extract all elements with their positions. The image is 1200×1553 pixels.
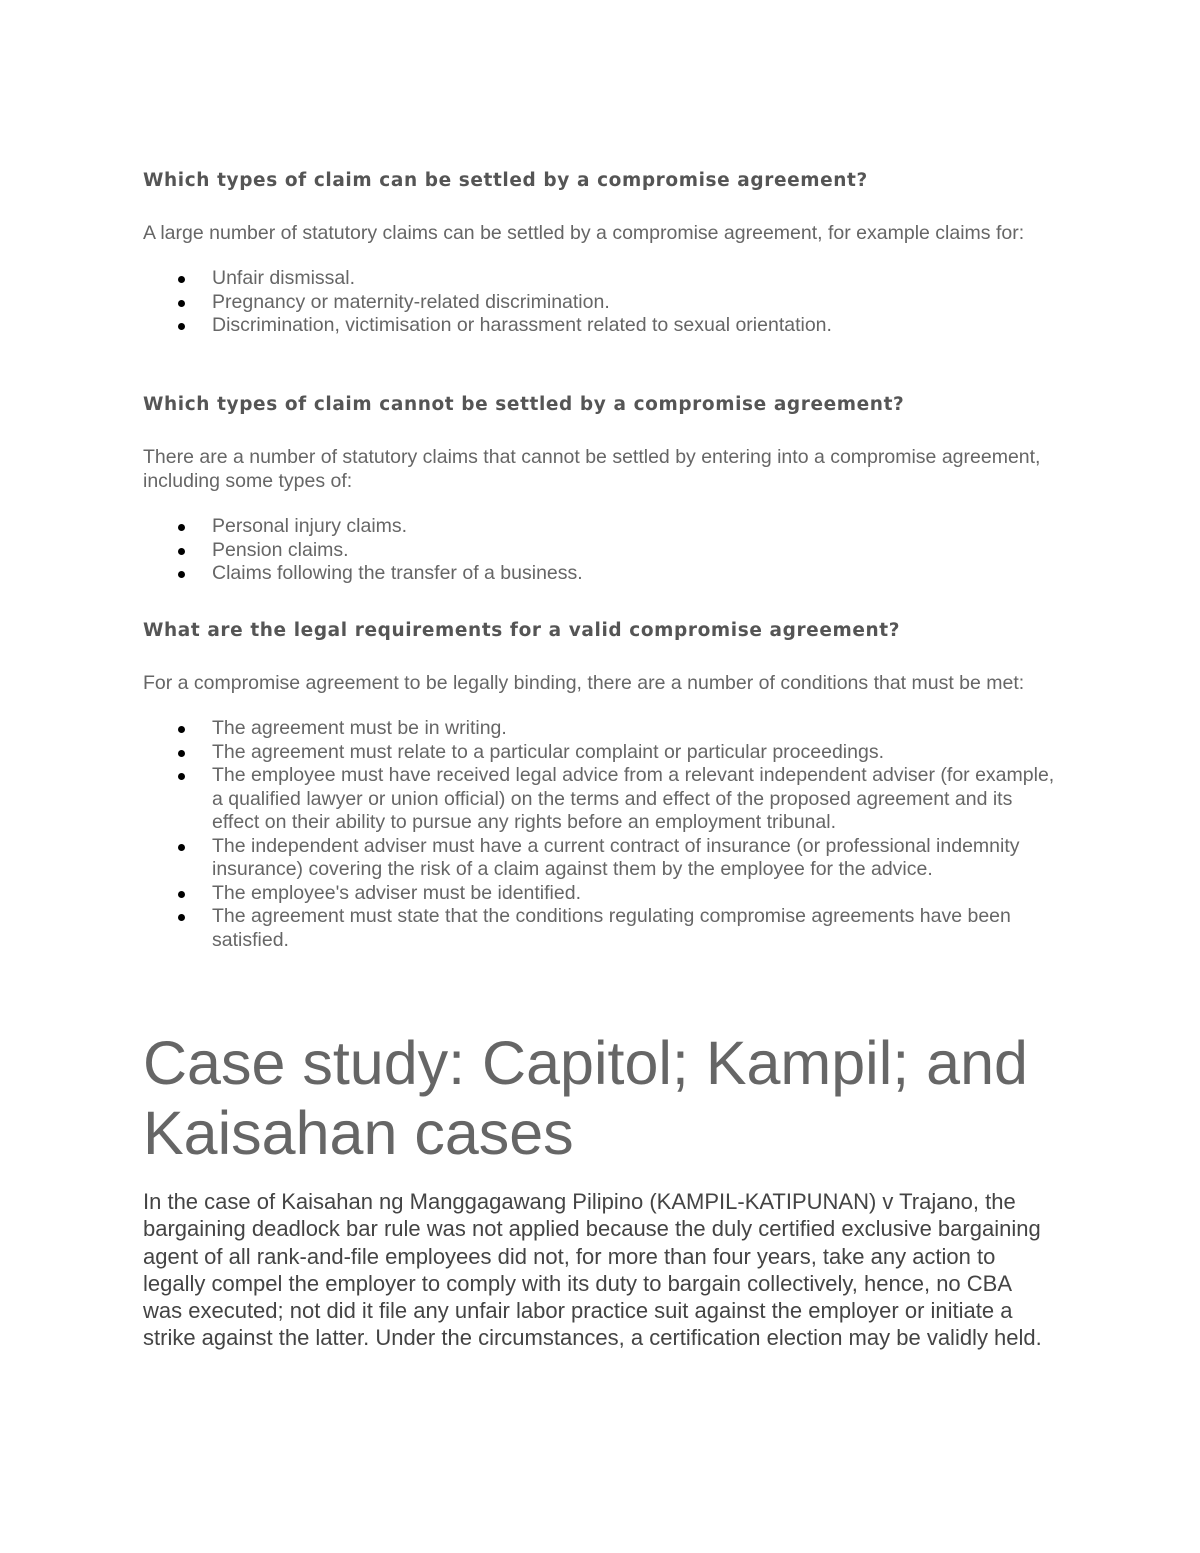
bullet-list (143, 717, 1063, 952)
case-study-title: Case study: Capitol; Kampil; and Kaisahan cases (143, 1029, 1028, 1167)
list-item: Discrimination, victimisation or harassment related to sexual orientation. (143, 314, 1063, 338)
list-item: The agreement must relate to a particular complaint or particular proceedings. (143, 741, 1063, 765)
bullet-list (143, 267, 1063, 338)
list-item: Claims following the transfer of a business. (143, 562, 1063, 586)
section-intro: For a compromise agreement to be legally binding, there are a number of conditions that must be met: (143, 672, 1025, 694)
section-can-settle (143, 169, 1063, 338)
list-item: Pension claims. (143, 539, 1063, 563)
list-item: The agreement must be in writing. (143, 717, 1063, 741)
list-item: The agreement must state that the conditions regulating compromise agreements have been satisfied. (143, 905, 1063, 952)
list-item: The employee must have received legal advice from a relevant independent adviser (for example, a qualified lawyer or union official) on the terms and effect of the proposed agreement and its effect on their ability to pursue any rights before an employment tribunal. (143, 764, 1063, 835)
case-study (143, 1028, 1043, 1352)
list-item: Unfair dismissal. (143, 267, 1063, 291)
case-study-body: In the case of Kaisahan ng Manggagawang Pilipino (KAMPIL-KATIPUNAN) v Trajano, the bargaining deadlock bar rule was not applied because the duly certified exclusive bargaining agent of all rank-and-file employees did not, for more than four years, take any action to legally compel the employer to comply with its duty to bargain collectively, hence, no CBA was executed; not did it file any unfair labor practice suit against the employer or initiate a strike against the latter. Under the circumstances, a certification election may be validly held. (143, 1189, 1042, 1351)
section-heading: Which types of claim cannot be settled by a compromise agreement? (143, 394, 905, 415)
section-heading: What are the legal requirements for a valid compromise agreement? (143, 620, 901, 641)
section-cannot-settle (143, 393, 1063, 586)
section-heading: Which types of claim can be settled by a compromise agreement? (143, 170, 868, 191)
list-item: Pregnancy or maternity-related discrimination. (143, 291, 1063, 315)
list-item: The independent adviser must have a current contract of insurance (or professional indemnity insurance) covering the risk of a claim against them by the employee for the advice. (143, 835, 1063, 882)
list-item: Personal injury claims. (143, 515, 1063, 539)
list-item: The employee's adviser must be identified. (143, 882, 1063, 906)
section-intro: A large number of statutory claims can be settled by a compromise agreement, for example claims for: (143, 222, 1025, 244)
section-intro: There are a number of statutory claims that cannot be settled by entering into a compromise agreement, including some types of: (143, 446, 1041, 492)
bullet-list (143, 515, 1063, 586)
section-legal-requirements (143, 619, 1063, 952)
